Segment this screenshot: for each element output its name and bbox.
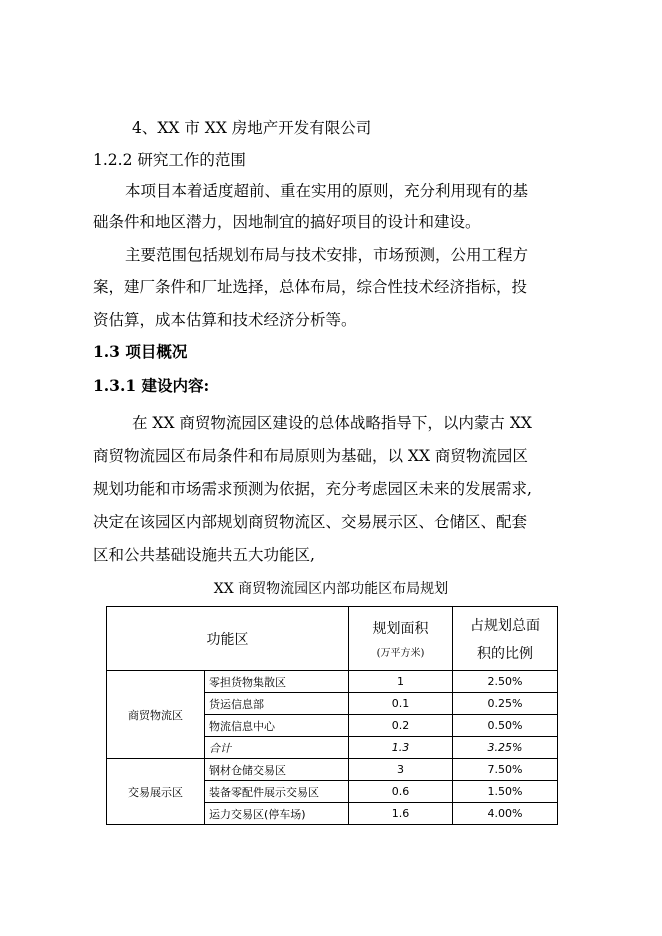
- percent-value-cell: 0.25%: [453, 693, 558, 715]
- subtotal-area-cell: 1.3: [349, 737, 453, 759]
- paragraph-content-line-4: 决定在该园区内部规划商贸物流区、交易展示区、仓储区、配套: [93, 513, 528, 531]
- paragraph-range-line-2: 案，建厂条件和厂址选择，总体布局，综合性技术经济指标，投: [93, 278, 528, 296]
- area-value-cell: 1: [349, 671, 453, 693]
- header-percent-line-2: 积的比例: [477, 645, 533, 662]
- area-value-cell: 3: [349, 759, 453, 781]
- sub-area-cell: 物流信息中心: [205, 715, 349, 737]
- company-line: 4、XX 市 XX 房地产开发有限公司: [132, 119, 372, 137]
- area-value-cell: 0.2: [349, 715, 453, 737]
- table-header-row: [107, 607, 558, 671]
- header-function-area: 功能区: [107, 607, 349, 671]
- table-row: [107, 671, 558, 693]
- section-heading-1-2-2: 1.2.2 研究工作的范围: [93, 151, 246, 169]
- sub-area-cell: 货运信息部: [205, 693, 349, 715]
- section-heading-1-3-1: 1.3.1 建设内容:: [93, 376, 210, 395]
- header-percent-line-1: 占规划总面: [470, 617, 540, 634]
- subtotal-percent-cell: 3.25%: [453, 737, 558, 759]
- sub-area-cell: 装备零配件展示交易区: [205, 781, 349, 803]
- subtotal-label-cell: 合计: [205, 737, 349, 759]
- header-planned-area: [349, 607, 453, 671]
- sub-area-cell: 钢材仓储交易区: [205, 759, 349, 781]
- group-name-cell: 商贸物流区: [107, 671, 205, 759]
- paragraph-range-line-1: 主要范围包括规划布局与技术安排，市场预测，公用工程方: [125, 246, 529, 264]
- paragraph-scope-line-1: 本项目本着适度超前、重在实用的原则，充分利用现有的基: [125, 182, 529, 200]
- section-heading-1-3: 1.3 项目概况: [93, 342, 188, 361]
- table-caption: XX 商贸物流园区内部功能区布局规划: [213, 581, 449, 597]
- function-area-table: [106, 606, 558, 825]
- percent-value-cell: 2.50%: [453, 671, 558, 693]
- percent-value-cell: 7.50%: [453, 759, 558, 781]
- area-value-cell: 1.6: [349, 803, 453, 825]
- percent-value-cell: 4.00%: [453, 803, 558, 825]
- area-value-cell: 0.1: [349, 693, 453, 715]
- sub-area-cell: 零担货物集散区: [205, 671, 349, 693]
- header-planned-area-unit: (万平方米): [376, 648, 425, 659]
- area-value-cell: 0.6: [349, 781, 453, 803]
- paragraph-content-line-3: 规划功能和市场需求预测为依据，充分考虑园区未来的发展需求,: [93, 480, 532, 498]
- paragraph-content-line-1: 在 XX 商贸物流园区建设的总体战略指导下，以内蒙古 XX: [132, 414, 532, 432]
- paragraph-scope-line-2: 础条件和地区潜力，因地制宜的搞好项目的设计和建设。: [93, 213, 481, 231]
- header-planned-area-label: 规划面积: [372, 621, 429, 637]
- percent-value-cell: 0.50%: [453, 715, 558, 737]
- table-row: [107, 759, 558, 781]
- paragraph-range-line-3: 资估算，成本估算和技术经济分析等。: [93, 311, 357, 329]
- sub-area-cell: 运力交易区(停车场): [205, 803, 349, 825]
- paragraph-content-line-2: 商贸物流园区布局条件和布局原则为基础，以 XX 商贸物流园区: [93, 447, 528, 465]
- percent-value-cell: 1.50%: [453, 781, 558, 803]
- paragraph-content-line-5: 区和公共基础设施共五大功能区,: [93, 546, 315, 564]
- group-name-cell: 交易展示区: [107, 759, 205, 825]
- header-percent: [453, 607, 558, 671]
